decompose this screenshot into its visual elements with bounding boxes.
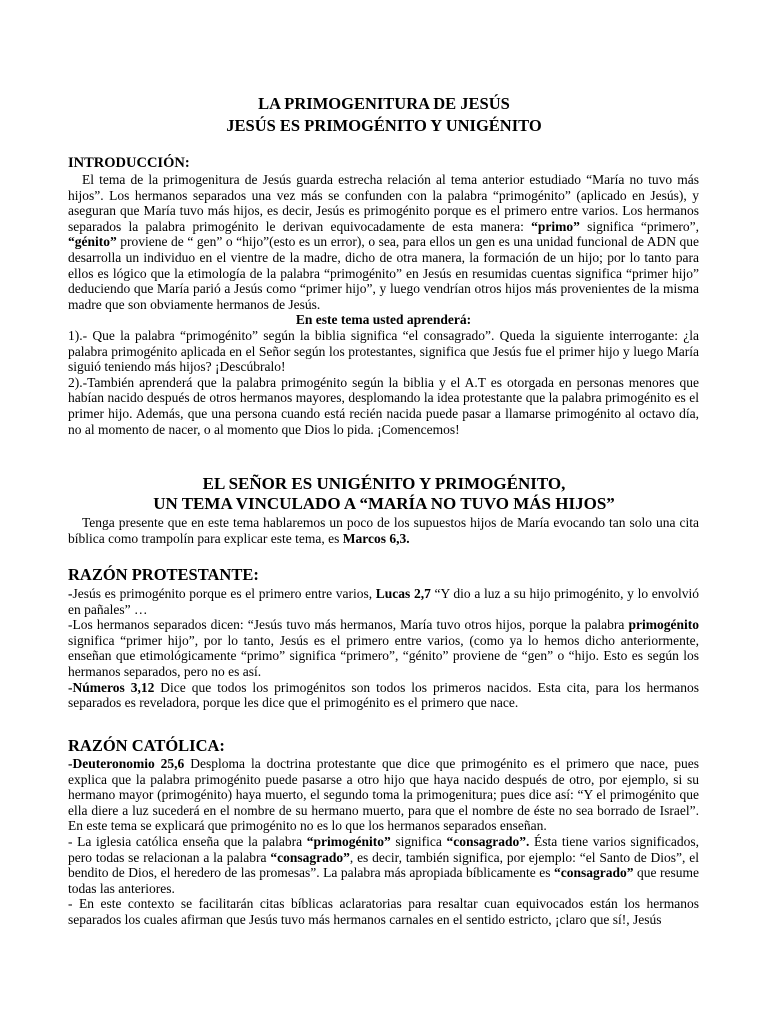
catholic-heading: RAZÓN CATÓLICA: (68, 736, 225, 755)
protestant-point-3: -Números 3,12 Dice que todos los primogénitos son todos los primeros nacidos. Esta cita, para los hermanos separados es reveladora, porque les dice que el primogénito es el primero que nace. (68, 679, 699, 711)
protestant-heading: RAZÓN PROTESTANTE: (68, 565, 259, 584)
learn-item-1: 1).- Que la palabra “primogénito” según la biblia significa “el consagrado”. Queda la siguiente interrogante: ¿la palabra primogénito aplicada en el Señor según los protestantes, significa que Jesús fue el primer hijo y luego María siguió teniendo más hijos? ¡Descúbralo! (68, 327, 699, 375)
catholic-point-3: - En este contexto se facilitarán citas bíblicas aclaratorias para resaltar cuan equivocados están los hermanos separados los cuales afirman que Jesús tuvo más hermanos carnales en el sentido estricto, ¡claro que sí!, Jesús (68, 896, 699, 927)
learn-item-2: 2).-También aprenderá que la palabra primogénito según la biblia y el A.T es otorgada en personas menores que habían nacido después de otros hermanos mayores, desplomando la idea protestante que la palabra primogénito es el primer hijo. Además, que una persona cuando está recién nacida puede pasar a llamarse primogénito al octavo día, no al momento de nacer, o al momento que Dios lo pida. ¡Comencemos! (68, 374, 699, 437)
document-title-line2: JESÚS ES PRIMOGÉNITO Y UNIGÉNITO (226, 116, 542, 135)
document-title-line1: LA PRIMOGENITURA DE JESÚS (258, 94, 510, 113)
introduction-paragraph: El tema de la primogenitura de Jesús guarda estrecha relación al tema anterior estudiado “María no tuvo más hijos”. Los hermanos separados una vez más se confunden con la palabra “primogénito” (aplicado en Jesús), y aseguran que María tuvo más hijos, es decir, Jesús es primogénito porque es el primero entre varios. Los hermanos separados la palabra primogénito le derivan equivocadamente de esta manera: “primo” significa “primero”, “génito” proviene de “ gen” o “hijo”(esto es un error), o sea, para ellos un gen es una unidad funcional de ADN que desarrolla un individuo en el vientre de la madre, dicho de otra manera, la formación de un hijo; por lo tanto para ellos es lógico que la etimología de la palabra “primogénito” en Jesús en resumidas cuentas significa “primer hijo” deduciendo que María parió a Jesús como “primer hijo”, y luego vendrían otros hijos más provenientes de la misma madre que son obviamente hermanos de Jesús. (68, 172, 699, 312)
section-intro-paragraph: Tenga presente que en este tema hablaremos un poco de los supuestos hijos de María evocando tan solo una cita bíblica como trampolín para explicar este tema, es Marcos 6,3. (68, 515, 699, 546)
protestant-point-1: -Jesús es primogénito porque es el primero entre varios, Lucas 2,7 “Y dio a luz a su hijo primogénito, y lo envolvió en pañales” … (68, 586, 700, 617)
section-intro (68, 515, 699, 546)
catholic-section (68, 756, 699, 928)
section-heading-line2: UN TEMA VINCULADO A “MARÍA NO TUVO MÁS HIJOS” (153, 494, 615, 513)
introduction-section (68, 155, 699, 437)
catholic-point-1: -Deuteronomio 25,6 Desploma la doctrina protestante que dice que primogénito es el primero que nace, pues explica que la palabra primogénito puede pasarse a otro hijo que haya nacido después de otro, por ejemplo, si su hermano mayor (primogénito) haya muerto, el segundo toma la primogenitura; pues dice así: “Y el primogénito que ella diere a luz sucederá en el nombre de su hermano muerto, para que el nombre de éste no sea borrado de Israel”. En este tema se explicará que primogénito no es lo que los hermanos separados enseñan. (68, 756, 699, 834)
protestant-point-2: -Los hermanos separados dicen: “Jesús tuvo más hermanos, María tuvo otros hijos, porque la palabra primogénito significa “primer hijo”, por lo tanto, Jesús es el primero entre varios, (como ya lo hemos dicho anteriormente, enseñan que etimológicamente “primo” significa “primero”, “génito” proviene de “gen” o “hijo. Esto es según los hermanos separados, pero no es así. (68, 617, 699, 679)
protestant-section (68, 586, 699, 711)
learn-heading: En este tema usted aprenderá: (295, 312, 472, 328)
section-heading-line1: EL SEÑOR ES UNIGÉNITO Y PRIMOGÉNITO, (202, 474, 566, 493)
introduction-heading: INTRODUCCIÓN: (68, 155, 190, 171)
catholic-point-2: - La iglesia católica enseña que la palabra “primogénito” significa “consagrado”. Ésta tiene varios significados, pero todas se relacionan a la palabra “consagrado”, es decir, también significa, por ejemplo: “el Santo de Dios”, el bendito de Dios, el heredero de las promesas”. La palabra más apropiada bíblicamente es “consagrado” que resume todas las anteriores. (68, 833, 699, 896)
